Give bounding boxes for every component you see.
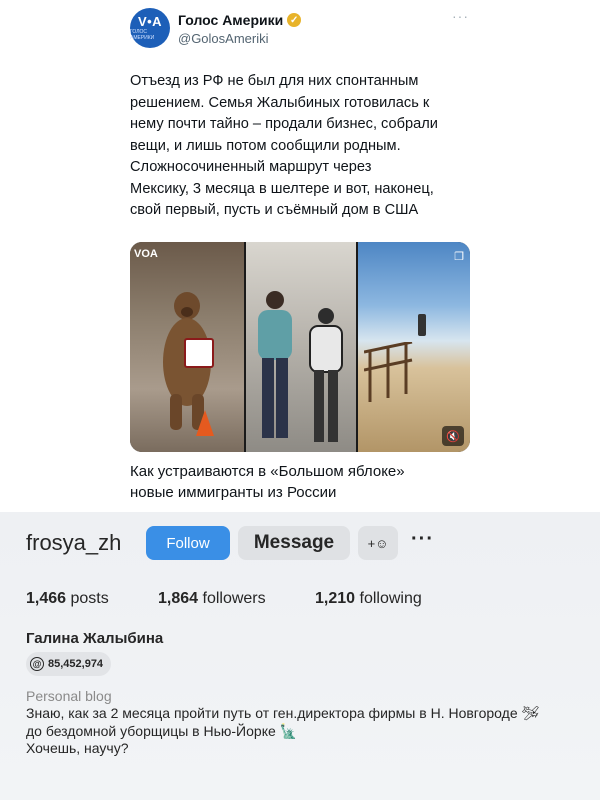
tweet-line: свой первый, пусть и съёмный дом в США bbox=[130, 202, 419, 218]
voa-avatar[interactable] bbox=[130, 8, 170, 48]
tweet-body bbox=[130, 71, 475, 222]
posts-label: posts bbox=[70, 590, 109, 607]
verified-badge-icon: ✓ bbox=[287, 13, 301, 27]
tweet-line: решением. Семья Жалыбиных готовилась к bbox=[130, 94, 430, 111]
bio-line: до бездомной уборщицы в Нью-Йорке 🗽 bbox=[26, 722, 298, 739]
following-stat[interactable] bbox=[315, 590, 422, 608]
following-count: 1,210 bbox=[315, 590, 356, 607]
mute-icon[interactable]: 🔇 bbox=[442, 426, 464, 446]
bio-line: Знаю, как за 2 месяца пройти путь от ген.директора фирмы в Н. Новгороде 🛩 bbox=[26, 705, 540, 721]
thumbnail-panel-bear bbox=[130, 242, 244, 452]
threads-icon: @ bbox=[30, 657, 44, 671]
thumbnail-panel-street bbox=[246, 242, 356, 452]
caption-line: Как устраиваются в «Большом яблоке» bbox=[130, 463, 405, 480]
account-handle[interactable]: @GolosAmeriki bbox=[178, 31, 269, 46]
gallery-icon: ❐ bbox=[454, 251, 464, 263]
add-user-icon[interactable]: +☺ bbox=[358, 526, 398, 560]
tweet-line: вещи, и лишь потом сообщили родным. bbox=[130, 137, 401, 154]
message-button[interactable]: Message bbox=[238, 526, 350, 560]
bear-sign bbox=[184, 338, 214, 368]
account-name[interactable] bbox=[178, 12, 301, 28]
voa-watermark: VOA bbox=[134, 248, 158, 260]
tweet-line: Отъезд из РФ не был для них спонтанным bbox=[130, 73, 419, 89]
threads-badge[interactable] bbox=[26, 652, 111, 676]
followers-count: 1,864 bbox=[158, 590, 199, 607]
follow-button[interactable]: Follow bbox=[146, 526, 230, 560]
tweet-line: Мексику, 3 месяца в шелтере и вот, наконец, bbox=[130, 180, 434, 197]
beach-person-image bbox=[418, 314, 426, 336]
video-thumbnail[interactable] bbox=[130, 242, 470, 452]
walking-person-image bbox=[252, 286, 298, 446]
tweet-line: Сложносочиненный маршрут через bbox=[130, 159, 372, 175]
followers-label: followers bbox=[202, 590, 266, 607]
instagram-profile bbox=[0, 512, 600, 800]
profile-full-name: Галина Жалыбина bbox=[26, 630, 164, 647]
voa-logo-subtext: ГОЛОС АМЕРИКИ bbox=[130, 29, 155, 41]
posts-count: 1,466 bbox=[26, 590, 67, 607]
caption-line: новые иммигранты из России bbox=[130, 484, 337, 501]
fence-image bbox=[364, 342, 414, 402]
thumbnail-panel-beach bbox=[358, 242, 470, 452]
voa-logo-text: V•A bbox=[137, 14, 163, 29]
profile-bio bbox=[26, 705, 586, 758]
tweet-line: нему почти тайно – продали бизнес, собрали bbox=[130, 116, 438, 132]
posts-stat[interactable] bbox=[26, 590, 109, 608]
following-label: following bbox=[359, 590, 422, 607]
walking-child-image bbox=[306, 302, 346, 447]
more-dots-icon[interactable]: ··· bbox=[411, 528, 434, 550]
threads-count: 85,452,974 bbox=[48, 658, 104, 670]
link-caption[interactable] bbox=[130, 461, 475, 503]
profile-category: Personal blog bbox=[26, 688, 112, 704]
followers-stat[interactable] bbox=[158, 590, 266, 608]
account-name-text: Голос Америки bbox=[178, 12, 284, 28]
more-dots-icon[interactable]: ··· bbox=[452, 8, 469, 24]
traffic-cone bbox=[196, 410, 214, 436]
bio-line: Хочешь, научу? bbox=[26, 740, 129, 756]
profile-username: frosya_zh bbox=[26, 530, 122, 555]
